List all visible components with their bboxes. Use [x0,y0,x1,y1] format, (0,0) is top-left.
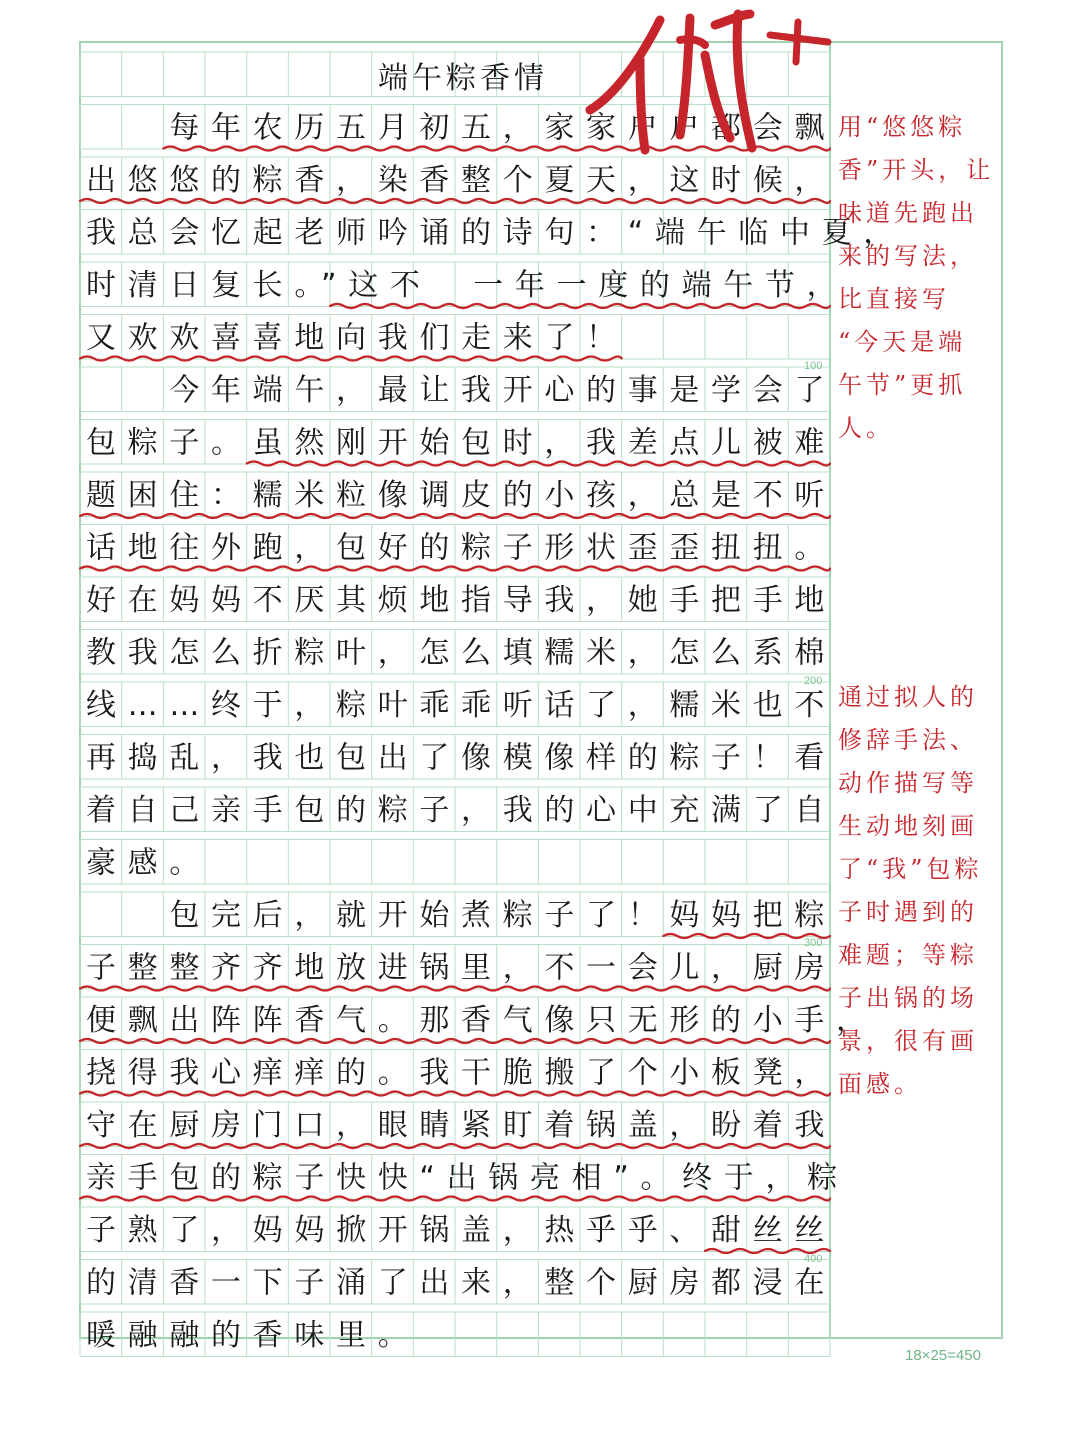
essay-line-text: 着自己亲手包的粽子，我的心中充满了自 [86,793,837,828]
comment1-line: 味道先跑出 [838,199,978,227]
essay-line [86,741,836,776]
char-count-400: 400 [804,1253,823,1265]
comment2-line: 通过拟人的 [838,683,978,711]
essay-line-text: 的清香一下子涌了出来，整个厨房都浸在 [86,1265,837,1301]
essay-line-text: 子整整齐齐地放进锅里，不一会儿，厨房 [86,950,837,986]
sheet-spec: 18×25=450 [905,1347,981,1364]
essay-line [86,898,836,933]
essay-line [86,1213,836,1248]
essay-line [86,373,836,408]
comment2-line: 动作描写等 [838,769,978,797]
essay-line [86,1161,849,1196]
comment2-line: 面感。 [838,1070,922,1098]
essay-line [86,1108,836,1143]
essay-title: 端午粽香情 [378,61,548,96]
essay-line [86,951,836,986]
comment1-line: 人。 [838,414,894,442]
essay-line-text: 包完后，就开始煮粽子了！妈妈把粽 [86,898,837,933]
comment1-line: 午节”更抓 [838,371,967,399]
essay-line-text: 亲手包的粽子快快“出锅亮相”。终于，粽 [86,1160,849,1196]
essay-line-text: 教我怎么折粽叶，怎么填糯米，怎么系棉 [86,635,837,671]
essay-line-text: 再捣乱，我也包出了像模像样的粽子！看 [86,740,837,776]
essay-line-text: 包粽子。虽然刚开始包时，我差点儿被难 [86,425,837,461]
comment1-line: 比直接写 [838,285,950,313]
essay-line [86,1318,419,1353]
comment2-line: 子出锅的场 [838,984,978,1012]
char-count-300: 300 [804,937,823,949]
comment2-line: 难题；等粽 [838,941,978,969]
essay-line [86,1266,836,1301]
essay-line [86,583,836,618]
essay-line-text: 今年端午，最让我开心的事是学会了 [86,373,837,408]
essay-line-text: 暖融融的香味里。 [86,1318,420,1353]
essay-line-text: 题困住：糯米粒像调皮的小孩，总是不听 [86,478,837,513]
essay-line-text: 我总会忆起老师吟诵的诗句：“端午临中夏， [86,215,905,251]
essay-line-text: 豪感。 [86,845,212,881]
essay-line-text: 又欢欢喜喜地向我们走来了！ [86,320,628,356]
comment1-line: 用“悠悠粽 [838,113,967,141]
essay-line-text: 便飘出阵阵香气。那香气像只无形的小手， [86,1003,878,1038]
comment2-line: 生动地刻画 [838,812,978,840]
essay-line [86,478,836,513]
essay-line-text: 好在妈妈不厌其烦地指导我，她手把手地 [86,583,837,618]
essay-line [86,321,628,356]
essay-line [86,636,836,671]
comment1-line: “今天是端 [838,328,967,356]
essay-line [86,688,836,723]
essay-line [86,1056,836,1091]
essay-line [86,846,211,881]
comment1-line: 香”开头，让 [838,156,995,184]
char-count-100: 100 [804,360,823,372]
essay-line [86,163,836,198]
essay-line-text: 每年农历五月初五，家家户户都会飘 [86,110,837,146]
essay-line-text: 出悠悠的粽香，染香整个夏天，这时候， [86,163,837,198]
essay-line-text: 子熟了，妈妈掀开锅盖，热乎乎、甜丝丝 [86,1213,837,1248]
comment2-line: 子时遇到的 [838,898,978,926]
essay-line [86,531,836,566]
essay-line-text: 挠得我心痒痒的。我干脆搬了个小板凳， [86,1055,837,1091]
char-count-200: 200 [804,675,823,687]
essay-line [86,426,836,461]
essay-line [86,1003,878,1038]
essay-line-text: 守在厨房门口，眼睛紧盯着锅盖，盼着我 [86,1108,837,1143]
comment1-line: 来的写法， [838,242,978,270]
essay-body [86,111,905,1354]
essay-line [86,793,836,828]
essay-line [86,216,905,251]
comment-description [838,683,983,1098]
comment2-line: 修辞手法、 [838,726,978,754]
essay-line [86,268,848,303]
essay-line-text: 话地往外跑，包好的粽子形状歪歪扭扭。 [86,530,837,566]
essay-line-text: 线……终于，粽叶乖乖听话了，糯米也不 [86,688,837,723]
comment2-line: 了“我”包粽 [838,855,983,883]
comment2-line: 景，很有画 [838,1027,978,1055]
essay-line-text: 时清日复长。”这不 一年一度的端午节， [86,268,849,303]
comment-opening [838,113,994,442]
